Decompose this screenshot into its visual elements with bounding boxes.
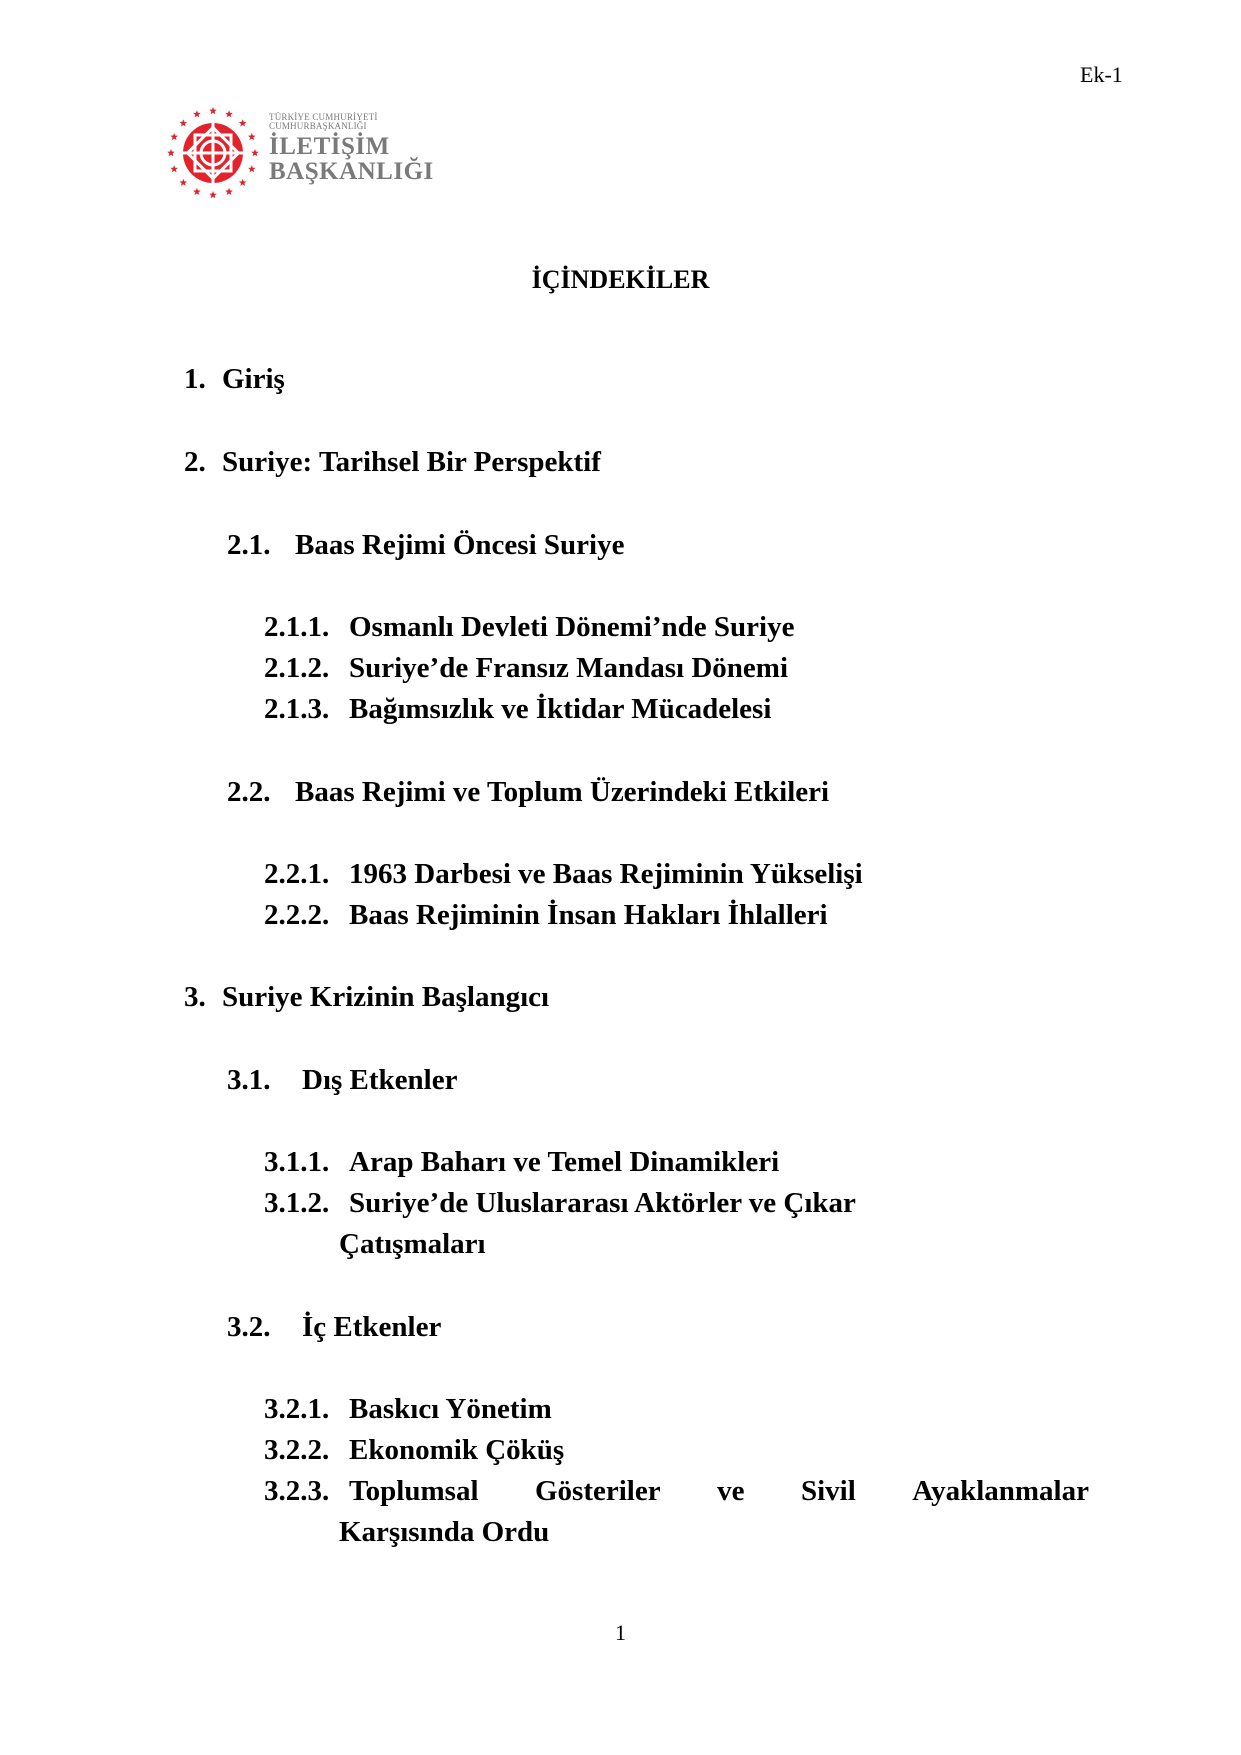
toc-entry[interactable] bbox=[184, 981, 549, 1014]
toc-entry[interactable] bbox=[264, 1434, 564, 1467]
toc-entry[interactable] bbox=[264, 1187, 856, 1220]
star-icon bbox=[167, 149, 175, 156]
toc-number: 3.2.2. bbox=[264, 1434, 330, 1466]
page-number: 1 bbox=[615, 1620, 626, 1645]
toc-title: Suriye’de Uluslararası Aktörler ve Çıkar bbox=[349, 1187, 856, 1219]
toc-entry[interactable] bbox=[227, 1064, 457, 1097]
toc-word: ve bbox=[717, 1475, 745, 1507]
star-icon bbox=[193, 188, 201, 195]
logo-line-4: BAŞKANLIĞI bbox=[269, 158, 434, 185]
toc-entry[interactable] bbox=[264, 693, 771, 726]
star-icon bbox=[193, 110, 201, 117]
toc-title: Ekonomik Çöküş bbox=[349, 1434, 565, 1466]
toc-number: 3. bbox=[184, 981, 206, 1013]
logo-line-1: TÜRKİYE CUMHURİYETİ bbox=[269, 112, 378, 122]
toc-entry[interactable] bbox=[264, 858, 863, 891]
toc-entry[interactable] bbox=[227, 776, 829, 809]
star-icon bbox=[180, 119, 188, 126]
toc-entry-continuation: Çatışmaları bbox=[339, 1228, 486, 1260]
toc-number: 2. bbox=[184, 446, 206, 478]
toc-title: Giriş bbox=[222, 363, 285, 395]
toc-title: Osmanlı Devleti Dönemi’nde Suriye bbox=[349, 611, 795, 643]
toc-number: 2.1. bbox=[227, 529, 271, 561]
star-icon bbox=[225, 188, 233, 195]
star-icon bbox=[248, 165, 256, 172]
toc-entry[interactable] bbox=[264, 652, 788, 685]
toc-title: Baas Rejimi Öncesi Suriye bbox=[295, 529, 625, 561]
toc-title: Baas Rejimi ve Toplum Üzerindeki Etkileri bbox=[295, 776, 830, 808]
star-icon bbox=[239, 119, 247, 126]
toc-number: 3.1.2. bbox=[264, 1187, 330, 1219]
toc-title: Bağımsızlık ve İktidar Mücadelesi bbox=[349, 693, 772, 725]
toc-word: Gösteriler bbox=[535, 1475, 661, 1507]
toc-entry[interactable] bbox=[227, 1311, 441, 1344]
toc-title: Arap Baharı ve Temel Dinamikleri bbox=[349, 1146, 780, 1178]
toc-entry[interactable] bbox=[227, 529, 624, 562]
toc-entry[interactable] bbox=[264, 899, 828, 932]
logo-line-3: İLETİŞİM bbox=[269, 133, 390, 160]
toc-entry[interactable] bbox=[264, 1475, 349, 1508]
toc-title: İç Etkenler bbox=[302, 1311, 442, 1343]
toc-number: 2.1.1. bbox=[264, 611, 330, 643]
toc-title: Suriye Krizinin Başlangıcı bbox=[222, 981, 550, 1013]
toc-entry[interactable] bbox=[184, 446, 601, 479]
institution-logo bbox=[165, 105, 434, 205]
star-icon bbox=[239, 179, 247, 186]
toc-number: 3.2.3. bbox=[264, 1475, 330, 1507]
toc-title: Suriye: Tarihsel Bir Perspektif bbox=[222, 446, 601, 478]
toc-word: Toplumsal bbox=[349, 1475, 479, 1507]
toc-title-justified bbox=[349, 1475, 1089, 1508]
toc-number: 2.2.1. bbox=[264, 858, 330, 890]
star-icon bbox=[248, 133, 256, 140]
toc-number: 3.2. bbox=[227, 1311, 271, 1343]
toc-entry[interactable] bbox=[264, 1146, 779, 1179]
toc-number: 2.2. bbox=[227, 776, 271, 808]
toc-number: 1. bbox=[184, 363, 206, 395]
toc-number: 2.2.2. bbox=[264, 899, 330, 931]
toc-entry-continuation: Karşısında Ordu bbox=[339, 1516, 550, 1548]
star-icon bbox=[209, 107, 217, 114]
toc-title: Baas Rejiminin İnsan Hakları İhlalleri bbox=[349, 899, 828, 931]
star-icon bbox=[170, 133, 178, 140]
toc-entry[interactable] bbox=[264, 1393, 552, 1426]
toc-title: Baskıcı Yönetim bbox=[349, 1393, 552, 1425]
annex-label: Ek-1 bbox=[1080, 62, 1123, 87]
toc-title: Suriye’de Fransız Mandası Dönemi bbox=[349, 652, 789, 684]
toc-title: Dış Etkenler bbox=[302, 1064, 458, 1096]
toc-number: 2.1.3. bbox=[264, 693, 330, 725]
toc-entry[interactable] bbox=[264, 611, 794, 644]
page-title: İÇİNDEKİLER bbox=[531, 265, 710, 294]
logo-wordmark bbox=[269, 113, 434, 184]
toc-entry[interactable] bbox=[184, 363, 285, 396]
star-icon bbox=[180, 179, 188, 186]
star-icon bbox=[170, 165, 178, 172]
star-icon bbox=[251, 149, 259, 156]
toc-number: 2.1.2. bbox=[264, 652, 330, 684]
toc-number: 3.2.1. bbox=[264, 1393, 330, 1425]
toc-word: Sivil bbox=[800, 1475, 856, 1507]
star-icon bbox=[225, 110, 233, 117]
toc-number: 3.1.1. bbox=[264, 1146, 330, 1178]
emblem-icon bbox=[165, 105, 261, 201]
star-icon bbox=[209, 191, 217, 198]
toc-word: Ayaklanmalar bbox=[912, 1475, 1089, 1507]
toc-number: 3.1. bbox=[227, 1064, 271, 1096]
toc-title: 1963 Darbesi ve Baas Rejiminin Yükselişi bbox=[349, 858, 863, 890]
logo-line-2: CUMHURBAŞKANLIĞI bbox=[269, 121, 367, 131]
